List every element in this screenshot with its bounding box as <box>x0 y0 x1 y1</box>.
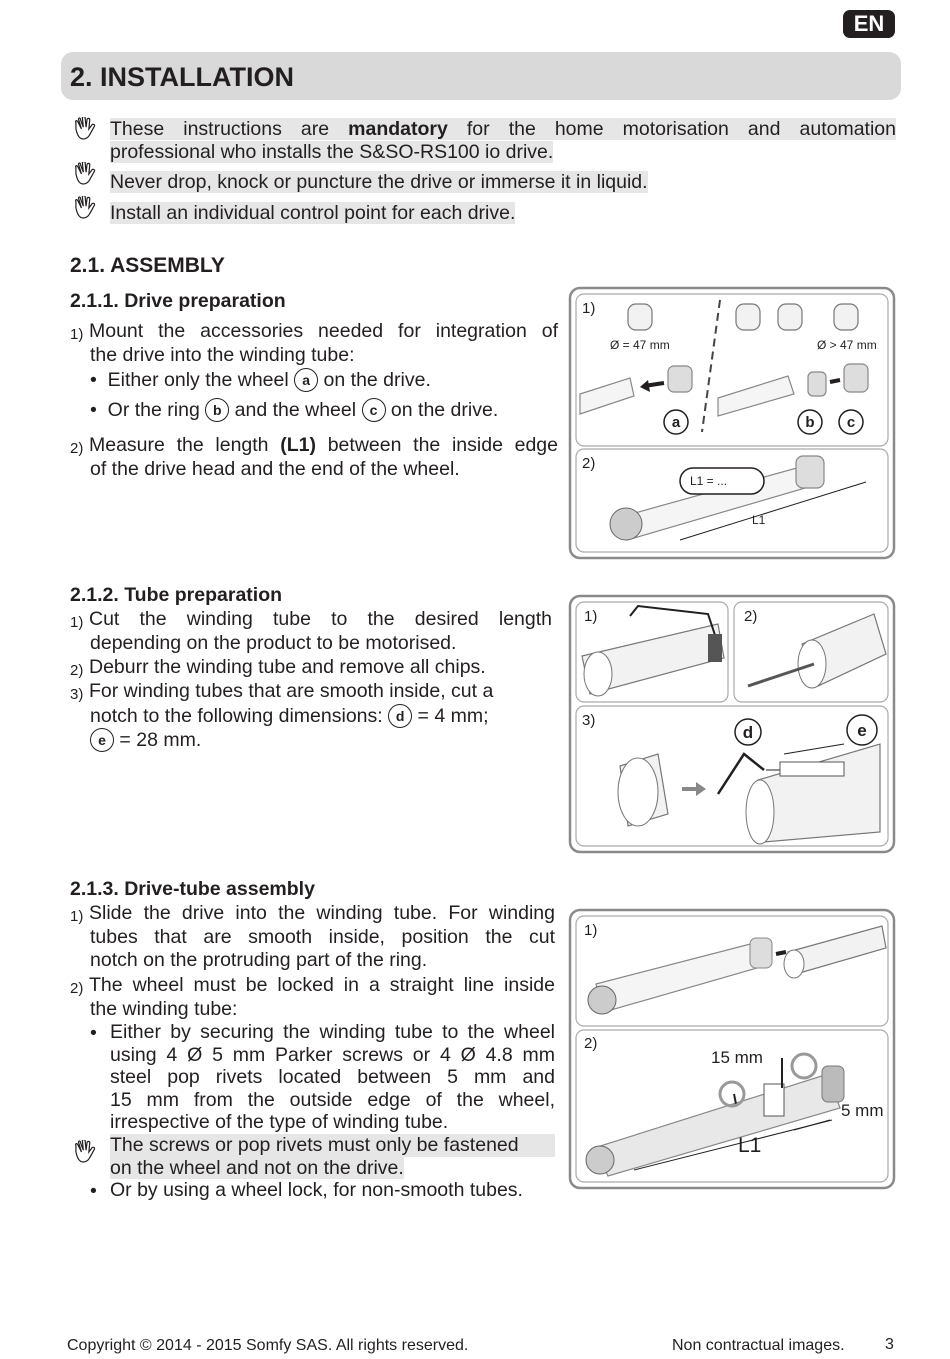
drive-prep-step-2 <box>70 434 558 481</box>
bullet-text: and the wheel <box>234 398 357 421</box>
step-text: of the drive head and the end of the wheel. <box>90 457 460 480</box>
step-text: Deburr the winding tube and remove all chips. <box>89 656 486 678</box>
tube-prep-title: 2.1.2. Tube preparation <box>70 584 283 606</box>
step-number: 2) <box>70 980 84 997</box>
drive-tube-step-1 <box>70 902 555 973</box>
bullet: • <box>90 1180 97 1202</box>
step-text: depending on the product to be motorised. <box>90 631 457 654</box>
bullet-text: irrespective of the type of winding tube. <box>110 1111 449 1133</box>
step-number: 2) <box>70 662 84 679</box>
label-e-circle: e <box>90 728 114 752</box>
warning-text: The screws or pop rivets must only be fastened <box>110 1134 555 1157</box>
step-bold: (L1) <box>280 434 316 456</box>
warning-bold: mandatory <box>348 118 448 140</box>
fig-label-b: b <box>805 414 815 431</box>
label-b-circle: b <box>205 398 229 422</box>
fig-label-e: e <box>857 721 867 740</box>
step-number: 3) <box>70 686 84 703</box>
warning-mandatory <box>110 118 896 164</box>
fig-step-1-label: 1) <box>584 608 598 625</box>
drive-tube-step-2 <box>70 974 555 1021</box>
bullet-text: on the drive. <box>323 369 431 391</box>
bullet-text: Or by using a wheel lock, for non-smooth tubes. <box>110 1179 523 1201</box>
drive-prep-step-1 <box>70 320 558 422</box>
fig-step-1-label: 1) <box>582 300 596 317</box>
hand-warning-icon <box>72 1140 102 1164</box>
fig-step-3-label: 3) <box>582 712 596 729</box>
drive-prep-figure <box>568 286 896 560</box>
bullet: • <box>90 398 97 421</box>
step-text: = 28 mm. <box>119 729 202 751</box>
bullet-wheel-lock <box>110 1179 523 1203</box>
bullet-text: Or the ring <box>107 398 200 421</box>
step-number: 1) <box>70 908 84 925</box>
fig-label-d: d <box>742 723 754 742</box>
bullet-text: 15 mm from the outside edge of the wheel, <box>110 1088 555 1111</box>
section-title: 2. INSTALLATION <box>70 62 294 92</box>
tube-prep-step-2 <box>70 656 486 680</box>
dim-5mm-label: 5 mm <box>841 1101 884 1120</box>
bullet-text: on the drive. <box>390 398 499 421</box>
footer-copyright: Copyright © 2014 - 2015 Somfy SAS. All rights reserved. <box>67 1337 469 1354</box>
l1-dimension-label: L1 <box>752 513 766 527</box>
bullet-secure-wheel <box>110 1021 555 1134</box>
bullet-text: using 4 Ø 5 mm Parker screws or 4 Ø 4.8 mm <box>110 1043 555 1066</box>
bullet: • <box>90 1022 97 1044</box>
warning-text: Never drop, knock or puncture the drive or immerse it in liquid. <box>110 171 648 193</box>
step-text: tubes that are smooth inside, position the cut <box>90 925 555 948</box>
fig-step-2-label: 2) <box>582 455 596 472</box>
drive-prep-title: 2.1.1. Drive preparation <box>70 290 286 312</box>
fig-step-2-label: 2) <box>744 608 758 625</box>
bullet-text: steel pop rivets located between 5 mm and <box>110 1066 555 1088</box>
step-text: Cut the winding tube to the desired length <box>89 608 552 630</box>
warning-text: for the home motorisation and automation <box>447 118 896 140</box>
language-badge: EN <box>843 10 895 38</box>
warning-text: These instructions are <box>110 118 349 140</box>
step-number: 2) <box>70 440 84 457</box>
l1-dimension-label: L1 <box>738 1134 762 1157</box>
warning-text: Install an individual control point for each drive. <box>110 202 516 224</box>
hand-warning-icon <box>72 117 102 141</box>
step-text: Measure the length <box>89 434 281 456</box>
diameter-gt-47-label: Ø > 47 mm <box>817 338 877 352</box>
step-text: The wheel must be locked in a straight line inside <box>89 974 555 996</box>
l1-entry-label: L1 = ... <box>690 474 728 488</box>
warning-control-point <box>110 202 515 225</box>
step-text: For winding tubes that are smooth inside, cut a <box>89 680 494 702</box>
step-text: Slide the drive into the winding tube. For winding <box>89 902 555 924</box>
warning-text: on the wheel and not on the drive. <box>110 1156 404 1179</box>
bullet-ring-wheel <box>90 398 558 423</box>
drive-tube-figure <box>568 908 896 1190</box>
tube-prep-step-3 <box>70 680 552 753</box>
hand-warning-icon <box>72 162 102 186</box>
fig-step-1-label: 1) <box>584 922 598 939</box>
step-number: 1) <box>70 326 84 343</box>
label-d-circle: d <box>388 704 412 728</box>
step-text: notch on the protruding part of the ring. <box>90 949 428 971</box>
bullet-text: Either only the wheel <box>107 369 289 391</box>
bullet: • <box>90 369 97 391</box>
warning-drop <box>110 171 648 194</box>
warning-text: professional who installs the S&SO-RS100 io drive. <box>110 141 554 163</box>
tube-prep-step-1 <box>70 608 552 655</box>
drive-tube-title: 2.1.3. Drive-tube assembly <box>70 878 315 900</box>
step-text: notch to the following dimensions: <box>90 704 383 727</box>
label-c-circle: c <box>362 398 386 422</box>
step-text: = 4 mm; <box>417 704 489 727</box>
hand-warning-icon <box>72 196 102 220</box>
bullet-text: Either by securing the winding tube to the wheel <box>110 1021 555 1043</box>
fig-step-2-label: 2) <box>584 1035 598 1052</box>
diameter-47-label: Ø = 47 mm <box>610 338 670 352</box>
footer-note: Non contractual images. <box>672 1337 845 1354</box>
step-text: the drive into the winding tube: <box>90 343 355 366</box>
step-text: the winding tube: <box>90 997 238 1020</box>
fig-label-c: c <box>846 414 856 431</box>
bullet-wheel-only <box>90 368 558 393</box>
dim-15mm-label: 15 mm <box>711 1048 763 1067</box>
step-text: Mount the accessories needed for integration of <box>89 320 558 342</box>
label-a-circle: a <box>294 368 318 392</box>
page-number: 3 <box>885 1336 894 1353</box>
fig-label-a: a <box>671 414 681 431</box>
step-number: 1) <box>70 614 84 631</box>
assembly-title: 2.1. ASSEMBLY <box>70 254 225 277</box>
step-text: between the inside edge <box>316 434 559 456</box>
warning-screws <box>110 1134 555 1179</box>
tube-prep-figure <box>568 594 896 854</box>
